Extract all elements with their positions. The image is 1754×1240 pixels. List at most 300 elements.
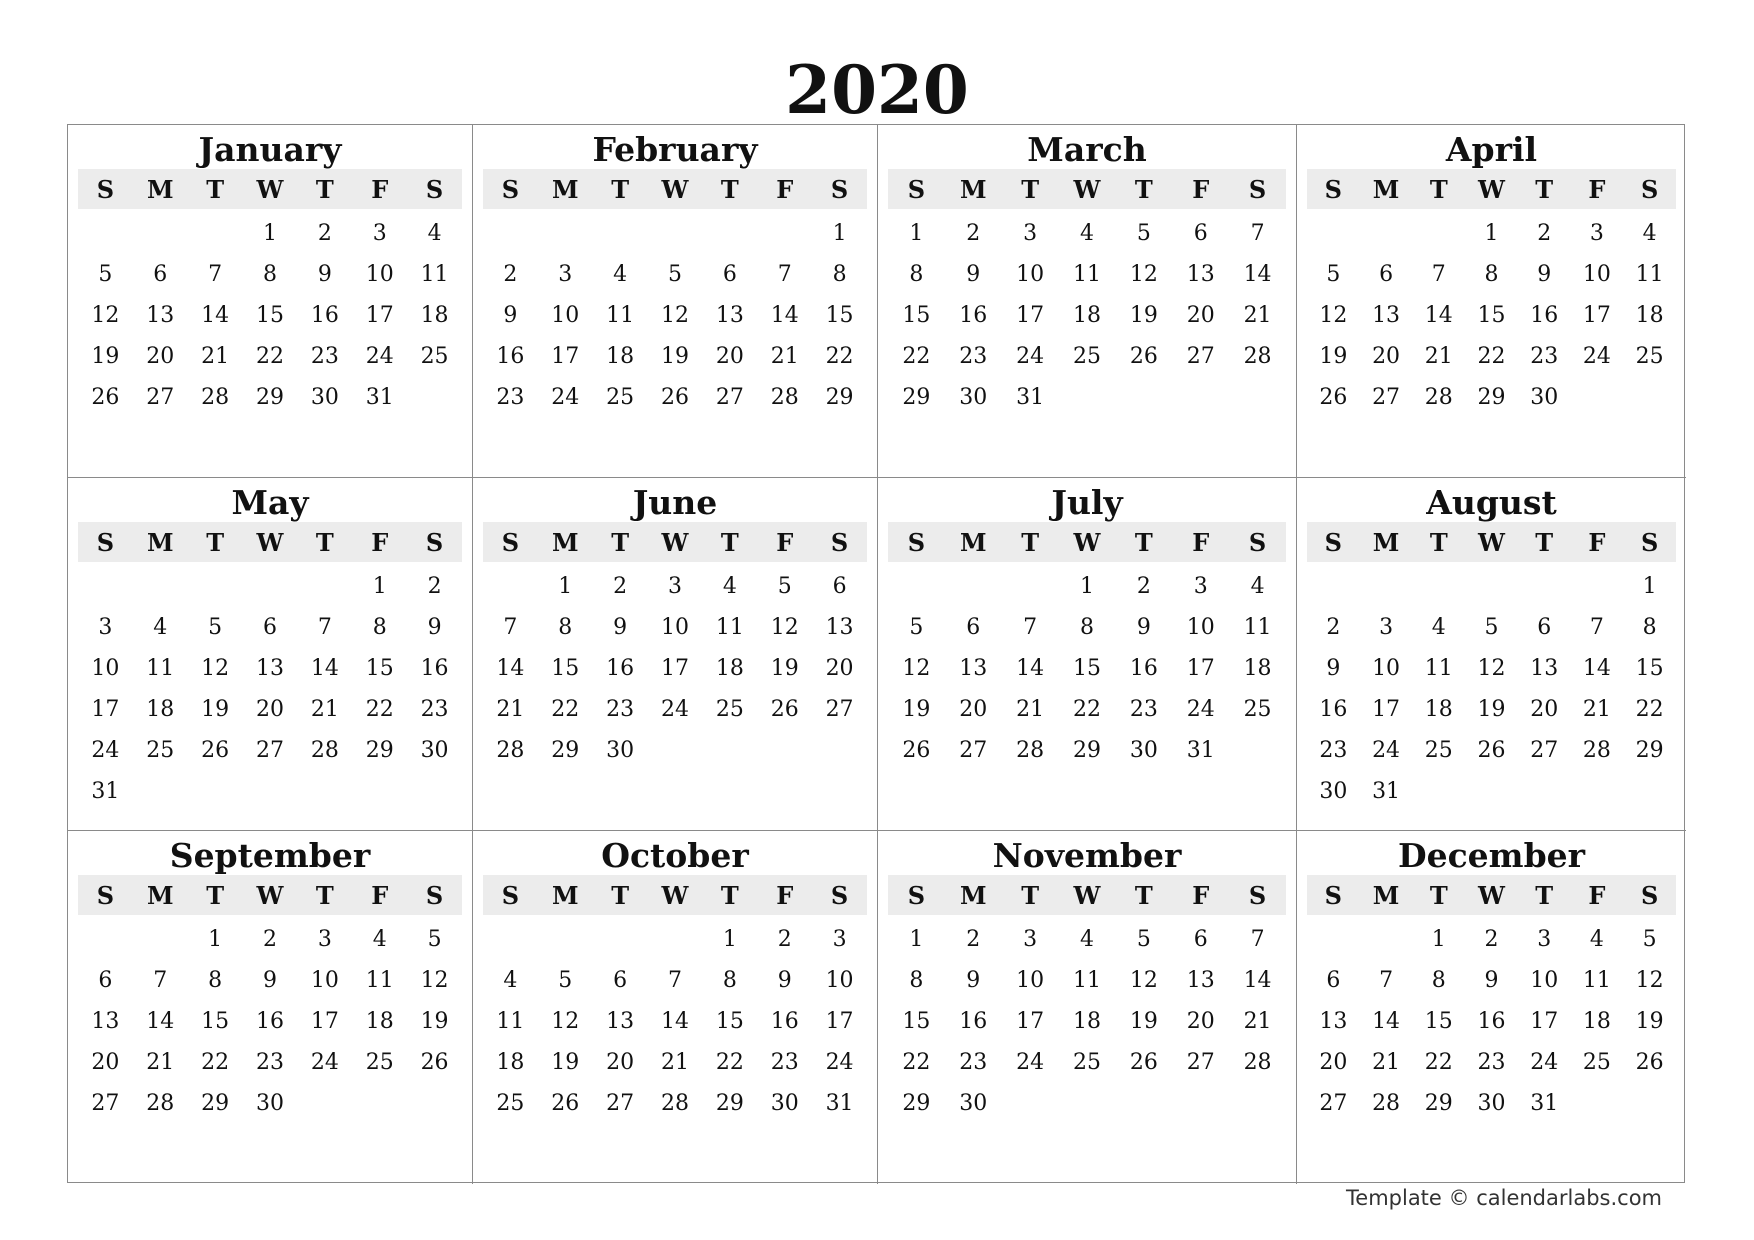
day-cell: 21	[1424, 344, 1453, 369]
day-cell: 13	[1319, 1009, 1348, 1034]
day-cell: 7	[1431, 262, 1446, 287]
day-cell: 28	[201, 385, 230, 410]
day-cell: 29	[715, 1091, 744, 1116]
day-cell: 3	[317, 927, 332, 952]
day-cell: 17	[1186, 656, 1215, 681]
day-cell: 29	[902, 385, 931, 410]
day-cell: 11	[606, 303, 635, 328]
day-cell: 14	[201, 303, 230, 328]
day-cell: 31	[825, 1091, 854, 1116]
day-cell: 11	[1635, 262, 1664, 287]
day-cell: 29	[1072, 738, 1101, 763]
day-cell: 25	[606, 385, 635, 410]
day-cell: 14	[1243, 968, 1272, 993]
day-cell: 18	[1424, 697, 1453, 722]
day-cell: 23	[420, 697, 449, 722]
day-cell: 21	[496, 697, 525, 722]
weekday-header	[78, 169, 462, 209]
day-cell: 23	[255, 1050, 284, 1075]
day-cell: 11	[496, 1009, 525, 1034]
month-name: June	[632, 483, 718, 522]
day-cell: 18	[146, 697, 175, 722]
day-grid	[483, 566, 867, 771]
day-cell: 21	[146, 1050, 175, 1075]
day-cell: 8	[558, 615, 573, 640]
day-cell: 30	[420, 738, 449, 763]
day-cell: 29	[201, 1091, 230, 1116]
day-cell: 6	[966, 615, 981, 640]
day-cell: 7	[1023, 615, 1038, 640]
month-december	[1297, 831, 1686, 1184]
day-cell: 24	[91, 738, 120, 763]
day-cell: 6	[613, 968, 628, 993]
day-cell: 12	[770, 615, 799, 640]
day-cell: 8	[1484, 262, 1499, 287]
day-cell: 1	[909, 221, 924, 246]
day-cell: 6	[1193, 221, 1208, 246]
day-grid	[78, 566, 462, 812]
day-cell: 5	[667, 262, 682, 287]
day-cell: 1	[262, 221, 277, 246]
day-cell: 28	[1582, 738, 1611, 763]
weekday-label: W	[1073, 880, 1101, 910]
day-cell: 30	[1129, 738, 1158, 763]
day-cell: 13	[1186, 968, 1215, 993]
day-cell: 17	[365, 303, 394, 328]
day-cell: 1	[909, 927, 924, 952]
day-cell: 2	[503, 262, 518, 287]
weekday-label: S	[1324, 527, 1343, 557]
day-cell: 14	[1582, 656, 1611, 681]
day-cell: 26	[420, 1050, 449, 1075]
day-cell: 14	[660, 1009, 689, 1034]
calendar-grid	[67, 124, 1685, 1183]
day-cell: 11	[365, 968, 394, 993]
day-cell: 18	[1635, 303, 1664, 328]
weekday-label: S	[1640, 174, 1659, 204]
day-cell: 6	[832, 574, 847, 599]
day-cell: 15	[1635, 656, 1664, 681]
weekday-label: S	[1248, 880, 1267, 910]
day-cell: 31	[1016, 385, 1045, 410]
day-cell: 8	[372, 615, 387, 640]
footer-credit: Template © calendarlabs.com	[1346, 1186, 1662, 1210]
weekday-label: F	[371, 527, 389, 557]
day-cell: 1	[372, 574, 387, 599]
weekday-label: S	[501, 174, 520, 204]
day-cell: 16	[1129, 656, 1158, 681]
weekday-label: T	[206, 527, 225, 557]
day-cell: 26	[1129, 344, 1158, 369]
day-cell: 3	[1193, 574, 1208, 599]
weekday-label: M	[146, 880, 174, 910]
day-cell: 14	[1243, 262, 1272, 287]
day-cell: 11	[420, 262, 449, 287]
day-cell: 4	[1431, 615, 1446, 640]
day-cell: 16	[959, 1009, 988, 1034]
day-cell: 19	[201, 697, 230, 722]
day-cell: 22	[1635, 697, 1664, 722]
day-cell: 20	[825, 656, 854, 681]
day-cell: 11	[146, 656, 175, 681]
weekday-header	[1307, 522, 1676, 562]
day-cell: 6	[262, 615, 277, 640]
day-cell: 12	[902, 656, 931, 681]
day-cell: 26	[1129, 1050, 1158, 1075]
day-cell: 3	[832, 927, 847, 952]
day-cell: 9	[1537, 262, 1552, 287]
day-cell: 24	[1582, 344, 1611, 369]
day-cell: 13	[146, 303, 175, 328]
weekday-label: F	[776, 880, 794, 910]
weekday-label: S	[425, 880, 444, 910]
day-cell: 1	[1484, 221, 1499, 246]
day-cell: 23	[1129, 697, 1158, 722]
day-cell: 31	[1372, 779, 1401, 804]
day-cell: 5	[1642, 927, 1657, 952]
weekday-header	[483, 875, 867, 915]
day-cell: 16	[606, 656, 635, 681]
day-grid	[1307, 566, 1676, 812]
day-cell: 14	[146, 1009, 175, 1034]
day-cell: 7	[317, 615, 332, 640]
day-cell: 1	[832, 221, 847, 246]
day-cell: 10	[91, 656, 120, 681]
weekday-header	[1307, 169, 1676, 209]
day-cell: 12	[1477, 656, 1506, 681]
day-cell: 7	[208, 262, 223, 287]
day-cell: 7	[1250, 927, 1265, 952]
weekday-label: M	[551, 527, 579, 557]
day-cell: 15	[825, 303, 854, 328]
day-cell: 12	[201, 656, 230, 681]
day-cell: 11	[715, 615, 744, 640]
day-cell: 26	[551, 1091, 580, 1116]
day-cell: 2	[427, 574, 442, 599]
day-cell: 24	[310, 1050, 339, 1075]
weekday-label: T	[720, 880, 739, 910]
weekday-header	[78, 875, 462, 915]
day-cell: 15	[1424, 1009, 1453, 1034]
weekday-label: M	[551, 880, 579, 910]
day-cell: 16	[959, 303, 988, 328]
day-cell: 9	[966, 968, 981, 993]
weekday-label: S	[1324, 880, 1343, 910]
weekday-label: S	[907, 174, 926, 204]
day-cell: 21	[1016, 697, 1045, 722]
day-cell: 7	[153, 968, 168, 993]
day-cell: 23	[496, 385, 525, 410]
weekday-label: T	[206, 174, 225, 204]
day-cell: 18	[1243, 656, 1272, 681]
day-cell: 8	[909, 968, 924, 993]
weekday-label: T	[315, 880, 334, 910]
day-cell: 25	[1072, 344, 1101, 369]
day-cell: 9	[1484, 968, 1499, 993]
day-cell: 10	[660, 615, 689, 640]
day-cell: 2	[262, 927, 277, 952]
day-cell: 19	[770, 656, 799, 681]
day-cell: 2	[1537, 221, 1552, 246]
day-cell: 19	[551, 1050, 580, 1075]
day-cell: 22	[715, 1050, 744, 1075]
day-cell: 4	[1079, 927, 1094, 952]
day-cell: 25	[365, 1050, 394, 1075]
weekday-label: T	[1021, 174, 1040, 204]
day-cell: 27	[825, 697, 854, 722]
day-cell: 14	[1424, 303, 1453, 328]
day-cell: 12	[1129, 262, 1158, 287]
day-cell: 13	[1530, 656, 1559, 681]
day-cell: 16	[255, 1009, 284, 1034]
day-cell: 27	[606, 1091, 635, 1116]
day-cell: 15	[551, 656, 580, 681]
day-cell: 13	[91, 1009, 120, 1034]
day-cell: 10	[1016, 262, 1045, 287]
day-cell: 5	[427, 927, 442, 952]
day-cell: 15	[201, 1009, 230, 1034]
day-cell: 3	[1023, 927, 1038, 952]
month-name: April	[1445, 130, 1538, 169]
month-name: January	[198, 130, 342, 169]
day-cell: 24	[660, 697, 689, 722]
day-grid	[78, 919, 462, 1124]
day-cell: 30	[770, 1091, 799, 1116]
weekday-label: M	[959, 174, 987, 204]
day-cell: 19	[1477, 697, 1506, 722]
day-cell: 20	[91, 1050, 120, 1075]
day-cell: 19	[420, 1009, 449, 1034]
weekday-label: F	[776, 174, 794, 204]
day-cell: 16	[496, 344, 525, 369]
day-cell: 23	[1477, 1050, 1506, 1075]
weekday-label: T	[1134, 880, 1153, 910]
day-grid	[78, 213, 462, 418]
day-cell: 23	[606, 697, 635, 722]
day-cell: 20	[255, 697, 284, 722]
day-cell: 18	[606, 344, 635, 369]
day-cell: 8	[1642, 615, 1657, 640]
month-july	[878, 478, 1297, 831]
weekday-label: W	[661, 527, 689, 557]
month-march	[878, 125, 1297, 478]
day-cell: 16	[420, 656, 449, 681]
weekday-label: F	[1192, 174, 1210, 204]
day-cell: 19	[660, 344, 689, 369]
day-cell: 20	[1530, 697, 1559, 722]
day-cell: 4	[1250, 574, 1265, 599]
weekday-label: S	[96, 880, 115, 910]
day-cell: 9	[1326, 656, 1341, 681]
weekday-label: T	[611, 174, 630, 204]
weekday-label: T	[1021, 527, 1040, 557]
weekday-label: W	[1478, 174, 1505, 204]
weekday-label: W	[661, 880, 689, 910]
day-cell: 23	[959, 344, 988, 369]
weekday-header	[888, 522, 1286, 562]
day-cell: 2	[613, 574, 628, 599]
day-cell: 13	[1372, 303, 1401, 328]
weekday-label: F	[1588, 527, 1606, 557]
day-cell: 5	[909, 615, 924, 640]
weekday-label: S	[1324, 174, 1343, 204]
day-cell: 5	[98, 262, 113, 287]
day-cell: 22	[255, 344, 284, 369]
weekday-label: F	[1192, 527, 1210, 557]
day-cell: 16	[1319, 697, 1348, 722]
day-cell: 11	[1582, 968, 1611, 993]
weekday-label: T	[1535, 174, 1554, 204]
day-cell: 26	[91, 385, 120, 410]
day-cell: 6	[98, 968, 113, 993]
weekday-label: F	[371, 880, 389, 910]
day-cell: 28	[310, 738, 339, 763]
day-cell: 31	[1186, 738, 1215, 763]
day-cell: 21	[1372, 1050, 1401, 1075]
day-cell: 6	[722, 262, 737, 287]
day-cell: 27	[146, 385, 175, 410]
day-cell: 22	[1477, 344, 1506, 369]
day-cell: 30	[959, 1091, 988, 1116]
weekday-label: M	[146, 174, 174, 204]
weekday-label: M	[1372, 527, 1400, 557]
day-cell: 24	[1016, 344, 1045, 369]
weekday-label: T	[315, 174, 334, 204]
day-cell: 4	[372, 927, 387, 952]
day-cell: 4	[503, 968, 518, 993]
day-cell: 9	[317, 262, 332, 287]
day-cell: 26	[1477, 738, 1506, 763]
day-cell: 19	[902, 697, 931, 722]
day-cell: 12	[551, 1009, 580, 1034]
day-cell: 8	[722, 968, 737, 993]
day-cell: 23	[1319, 738, 1348, 763]
day-cell: 2	[966, 927, 981, 952]
day-cell: 7	[777, 262, 792, 287]
day-cell: 3	[667, 574, 682, 599]
day-cell: 28	[146, 1091, 175, 1116]
day-cell: 6	[1379, 262, 1394, 287]
day-cell: 24	[551, 385, 580, 410]
day-cell: 10	[825, 968, 854, 993]
weekday-label: T	[206, 880, 225, 910]
day-cell: 5	[1484, 615, 1499, 640]
month-name: August	[1426, 483, 1557, 522]
day-cell: 20	[606, 1050, 635, 1075]
day-cell: 31	[1530, 1091, 1559, 1116]
day-grid	[888, 919, 1286, 1124]
day-cell: 20	[1186, 303, 1215, 328]
day-cell: 17	[1582, 303, 1611, 328]
day-cell: 27	[1372, 385, 1401, 410]
day-cell: 15	[1477, 303, 1506, 328]
day-cell: 20	[1372, 344, 1401, 369]
day-cell: 11	[1072, 262, 1101, 287]
day-cell: 10	[1186, 615, 1215, 640]
weekday-label: S	[1248, 527, 1267, 557]
day-cell: 14	[1372, 1009, 1401, 1034]
day-cell: 9	[966, 262, 981, 287]
day-cell: 26	[1635, 1050, 1664, 1075]
day-cell: 28	[496, 738, 525, 763]
weekday-label: S	[1640, 880, 1659, 910]
weekday-label: W	[1478, 880, 1505, 910]
month-name: October	[601, 836, 749, 875]
day-cell: 1	[1431, 927, 1446, 952]
day-cell: 10	[551, 303, 580, 328]
weekday-label: T	[611, 880, 630, 910]
weekday-label: F	[1588, 880, 1606, 910]
month-january	[68, 125, 473, 478]
day-cell: 13	[715, 303, 744, 328]
day-cell: 17	[1530, 1009, 1559, 1034]
day-cell: 10	[1016, 968, 1045, 993]
weekday-label: M	[1372, 174, 1400, 204]
weekday-label: W	[1478, 527, 1505, 557]
day-cell: 29	[1424, 1091, 1453, 1116]
day-cell: 24	[1186, 697, 1215, 722]
day-cell: 9	[613, 615, 628, 640]
day-cell: 15	[255, 303, 284, 328]
day-cell: 27	[1319, 1091, 1348, 1116]
day-cell: 17	[660, 656, 689, 681]
weekday-label: F	[776, 527, 794, 557]
day-grid	[888, 213, 1286, 418]
month-name: February	[592, 130, 758, 169]
day-cell: 19	[1635, 1009, 1664, 1034]
day-cell: 28	[1016, 738, 1045, 763]
month-august	[1297, 478, 1686, 831]
day-cell: 23	[310, 344, 339, 369]
day-cell: 19	[1129, 1009, 1158, 1034]
day-cell: 5	[208, 615, 223, 640]
day-cell: 2	[777, 927, 792, 952]
day-cell: 13	[606, 1009, 635, 1034]
day-cell: 26	[1319, 385, 1348, 410]
weekday-label: W	[256, 174, 284, 204]
day-cell: 9	[1136, 615, 1151, 640]
weekday-label: T	[1021, 880, 1040, 910]
day-cell: 23	[770, 1050, 799, 1075]
day-cell: 21	[1243, 303, 1272, 328]
day-cell: 4	[722, 574, 737, 599]
day-cell: 25	[1424, 738, 1453, 763]
day-cell: 25	[1635, 344, 1664, 369]
day-cell: 11	[1424, 656, 1453, 681]
month-name: May	[231, 483, 309, 522]
day-cell: 6	[1326, 968, 1341, 993]
day-cell: 15	[715, 1009, 744, 1034]
month-may	[68, 478, 473, 831]
day-cell: 31	[365, 385, 394, 410]
month-february	[473, 125, 878, 478]
day-cell: 26	[660, 385, 689, 410]
day-cell: 24	[1530, 1050, 1559, 1075]
day-cell: 23	[1530, 344, 1559, 369]
day-cell: 9	[503, 303, 518, 328]
day-grid	[1307, 919, 1676, 1124]
weekday-label: S	[501, 527, 520, 557]
day-cell: 18	[1582, 1009, 1611, 1034]
month-april	[1297, 125, 1686, 478]
day-cell: 28	[1243, 344, 1272, 369]
day-cell: 8	[208, 968, 223, 993]
day-cell: 24	[365, 344, 394, 369]
day-cell: 22	[1072, 697, 1101, 722]
day-cell: 13	[825, 615, 854, 640]
weekday-label: F	[371, 174, 389, 204]
weekday-header	[888, 875, 1286, 915]
